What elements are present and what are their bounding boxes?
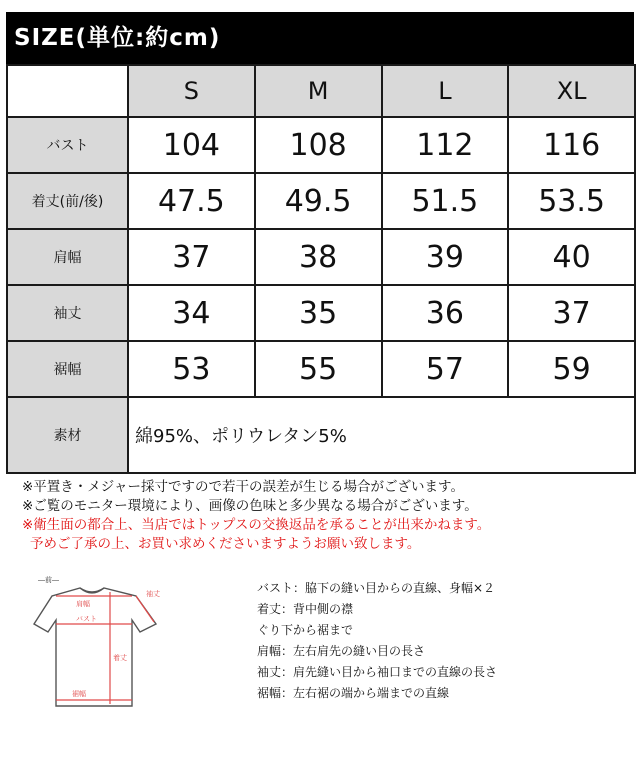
table-row-sleeve	[7, 285, 635, 341]
cell-value: 116	[508, 117, 635, 173]
cell-value: 108	[255, 117, 382, 173]
front-label: ―前―	[38, 576, 59, 584]
material-value: 綿95%、ポリウレタン5%	[128, 397, 635, 473]
size-title: SIZE(単位:約cm)	[14, 25, 221, 51]
measurement-definitions	[257, 578, 497, 704]
cell-value: 51.5	[382, 173, 509, 229]
notes-block	[22, 478, 632, 554]
cell-value: 53	[128, 341, 255, 397]
row-label: 肩幅	[7, 229, 128, 285]
table-row-bust	[7, 117, 635, 173]
table-row-material	[7, 397, 635, 473]
size-s-header: S	[128, 65, 255, 117]
size-l-header: L	[382, 65, 509, 117]
warning-note: ※衛生面の都合上、当店ではトップスの交換返品を承ることが出来かねます。	[22, 517, 491, 533]
cell-value: 37	[128, 229, 255, 285]
size-header-row	[7, 65, 635, 117]
cell-value: 40	[508, 229, 635, 285]
tshirt-outline	[34, 588, 156, 706]
row-label: 袖丈	[7, 285, 128, 341]
definition-line: バスト：脇下の縫い目からの直線、身幅×２	[257, 581, 496, 595]
table-row-hem	[7, 341, 635, 397]
cell-value: 104	[128, 117, 255, 173]
cell-value: 36	[382, 285, 509, 341]
sleeve-label: 袖丈	[146, 590, 160, 598]
tshirt-measurement-diagram	[32, 574, 182, 714]
hem-label: 裾幅	[72, 690, 86, 698]
warning-note: 予めご了承の上、お買い求めくださいますようお願い致します。	[30, 536, 421, 552]
cell-value: 38	[255, 229, 382, 285]
cell-value: 49.5	[255, 173, 382, 229]
table-row-length	[7, 173, 635, 229]
definition-line: 肩幅：左右肩先の縫い目の長さ	[257, 644, 426, 658]
cell-value: 55	[255, 341, 382, 397]
cell-value: 35	[255, 285, 382, 341]
table-row-shoulder	[7, 229, 635, 285]
material-label: 素材	[7, 397, 128, 473]
cell-value: 37	[508, 285, 635, 341]
size-table	[6, 64, 636, 474]
cell-value: 47.5	[128, 173, 255, 229]
row-label: 着丈(前/後)	[7, 173, 128, 229]
row-label: バスト	[7, 117, 128, 173]
cell-value: 57	[382, 341, 509, 397]
note-line: ※平置き・メジャー採寸ですので若干の誤差が生じる場合がございます。	[22, 479, 464, 495]
size-title-bar	[6, 12, 634, 64]
length-label: 着丈	[113, 654, 127, 662]
cell-value: 112	[382, 117, 509, 173]
corner-cell	[7, 65, 128, 117]
cell-value: 59	[508, 341, 635, 397]
shoulder-label: 肩幅	[76, 600, 90, 608]
definition-line: 袖丈：肩先縫い目から袖口までの直線の長さ	[257, 665, 498, 679]
note-line: ※ご覧のモニター環境により、画像の色味と多少異なる場合がございます。	[22, 498, 478, 514]
definition-line: 裾幅：左右裾の端から端までの直線	[257, 686, 450, 700]
size-m-header: M	[255, 65, 382, 117]
row-label: 裾幅	[7, 341, 128, 397]
cell-value: 39	[382, 229, 509, 285]
bust-label: バスト	[76, 615, 97, 623]
cell-value: 34	[128, 285, 255, 341]
size-xl-header: XL	[508, 65, 635, 117]
definition-line: 着丈：背中側の襟	[257, 602, 354, 616]
cell-value: 53.5	[508, 173, 635, 229]
definition-line: ぐり下から裾まで	[257, 623, 354, 637]
